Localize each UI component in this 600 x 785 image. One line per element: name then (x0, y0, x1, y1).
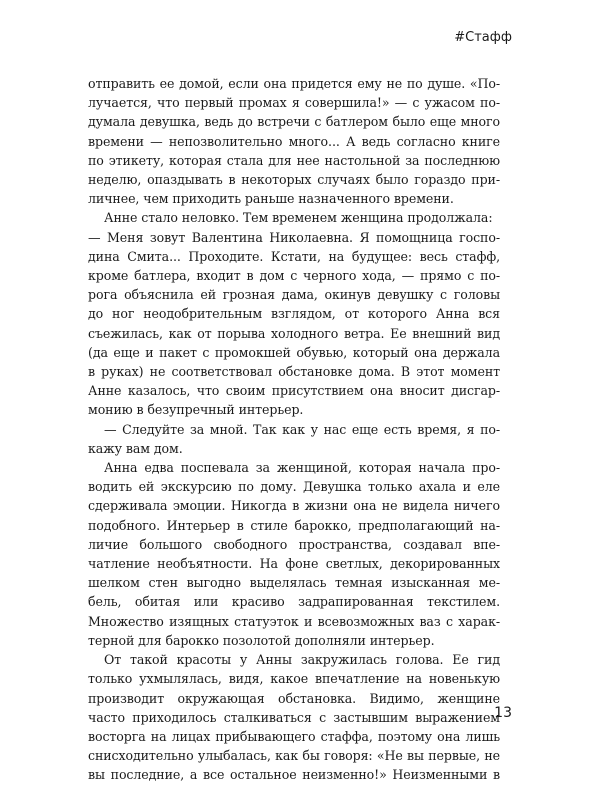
text-line: личнее, чем приходить раньше назначенного времени. (88, 191, 454, 207)
text-line: монию в безупречный интерьер. (88, 402, 304, 418)
text-line: Анна едва поспевала за женщиной, которая начала про- (104, 460, 500, 476)
text-line: по этикету, которая стала для нее настольной за последнюю (88, 152, 500, 168)
text-line: Анне казалось, что своим присутствием она вносит дисгар- (88, 383, 500, 399)
text-line: съежилась, как от порыва холодного ветра. Ее внешний вид (88, 325, 500, 341)
text-line: — Меня зовут Валентина Николаевна. Я помощница госпо- (88, 229, 500, 245)
text-line: личие большого свободного пространства, создавал впе- (88, 536, 500, 552)
text-line: до ног неодобрительным взглядом, от которого Анна вся (88, 306, 500, 322)
text-line: рога объяснила ей грозная дама, окинув девушку с головы (88, 287, 500, 303)
text-line: только ухмылялась, видя, какое впечатление на новенькую (88, 671, 500, 687)
text-line: водить ей экскурсию по дому. Девушка только ахала и еле (88, 479, 500, 495)
text-line: неделю, опаздывать в некоторых случаях было гораздо при- (88, 172, 500, 188)
text-line: терной для барокко позолотой дополняли интерьер. (88, 632, 435, 648)
text-line: — Следуйте за мной. Так как у нас еще есть время, я по- (104, 421, 500, 437)
text-line: шелком стен выгодно выделялась темная изысканная ме- (88, 575, 500, 591)
text-line: кроме батлера, входит в дом с черного хода, — прямо с по- (88, 268, 500, 284)
text-line: лучается, что первый промах я совершила!» — с ужасом по- (88, 95, 500, 111)
text-line: восторга на лицах прибывающего стаффа, поэтому она лишь (88, 728, 500, 744)
text-line: времени — непозволительно много... А ведь согласно книге (88, 133, 500, 149)
text-line: кажу вам дом. (88, 440, 183, 456)
text-line: производит окружающая обстановка. Видимо, женщине (88, 690, 500, 706)
text-line: дина Смита... Проходите. Кстати, на будущее: весь стафф, (88, 248, 500, 264)
text-line: От такой красоты у Анны закружилась голова. Ее гид (104, 652, 500, 668)
text-line: подобного. Интерьер в стиле барокко, предполагающий на- (88, 517, 500, 533)
text-line: бель, обитая или красиво задрапированная текстилем. (88, 594, 500, 610)
text-line: вы последние, а все остальное неизменно!» Неизменными в (88, 767, 500, 783)
text-line: сдерживала эмоции. Никогда в жизни она не видела ничего (88, 498, 500, 514)
text-line: чатление необъятности. На фоне светлых, декорированных (88, 556, 500, 572)
text-line: Анне стало неловко. Тем временем женщина продолжала: (104, 210, 493, 226)
page-body-text (88, 74, 500, 785)
text-line: отправить ее домой, если она придется ему не по душе. «По- (88, 76, 500, 91)
text-line: в руках) не соответствовал обстановке дома. В этот момент (88, 364, 500, 380)
text-line: (да еще и пакет с промокшей обувью, который она держала (88, 344, 500, 360)
text-line: думала девушка, ведь до встречи с батлером было еще много (88, 114, 500, 130)
page-number: 13 (494, 705, 512, 721)
running-head-section-title: #Стафф (454, 30, 512, 45)
text-line: снисходительно улыбалась, как бы говоря: «Не вы первые, не (88, 748, 500, 764)
text-line: часто приходилось сталкиваться с застывшим выражением (88, 709, 500, 725)
text-line: Множество изящных статуэток и всевозможных ваз с харак- (88, 613, 500, 629)
